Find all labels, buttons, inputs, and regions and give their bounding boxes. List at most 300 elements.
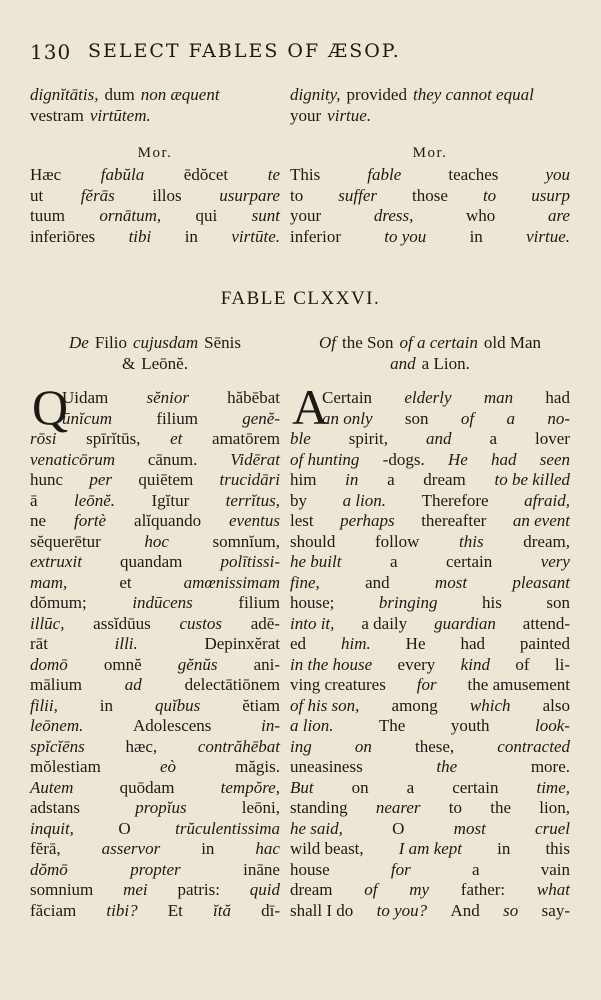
word: quōdam (119, 777, 175, 797)
italic-word: guardian (434, 613, 496, 633)
italic-word: et (170, 429, 183, 448)
italic-word: I am kept (398, 839, 463, 858)
italic-word: propter (130, 859, 181, 879)
italic-word: But (290, 777, 314, 797)
italic-word: rōsi (30, 429, 57, 448)
word: Filio (94, 333, 127, 352)
word: follow (375, 531, 420, 551)
word: qui (195, 206, 218, 225)
text-line (290, 206, 570, 227)
italic-word: contracted (497, 736, 570, 756)
text-line (290, 573, 570, 594)
word: ēdŏcet (183, 165, 229, 184)
word: The (378, 716, 406, 735)
word: a (471, 859, 480, 879)
word: teaches (448, 165, 499, 184)
running-title: SELECT FABLES OF ÆSOP. (88, 40, 401, 62)
italic-word: De (69, 333, 89, 352)
word: fĕrā, (30, 839, 61, 858)
italic-word: man (483, 388, 514, 407)
text-line (290, 757, 570, 778)
english-drop-cap: A (292, 379, 329, 435)
italic-word: polītissi- (220, 552, 280, 571)
italic-word: virtūte. (231, 226, 280, 246)
word: and (365, 572, 390, 592)
text-line (30, 206, 280, 227)
word: vestram (30, 105, 84, 125)
italic-word: of his son, (290, 695, 360, 715)
word: his (481, 593, 502, 612)
text-line (30, 593, 280, 614)
italic-word: venaticōrum (30, 449, 115, 469)
word: somnĭum, (212, 531, 280, 551)
text-line (290, 532, 570, 553)
word: delectātiōnem (184, 675, 280, 694)
text-line (290, 696, 570, 717)
italic-word: a lion. (290, 716, 334, 735)
text-line (290, 614, 570, 635)
word: this (545, 839, 570, 858)
italic-word: eventus (229, 511, 280, 530)
text-line (30, 470, 280, 491)
text-line (290, 388, 570, 409)
word: illos (152, 185, 182, 205)
italic-word: my (409, 880, 430, 899)
english-fable-subtitle (290, 332, 570, 373)
italic-word: time, (536, 777, 570, 797)
word: He (405, 634, 426, 653)
word: inferior (290, 226, 341, 246)
word: painted (519, 634, 570, 653)
italic-word: in- (261, 716, 280, 735)
word: Certain (322, 388, 373, 407)
word: tuum (30, 206, 65, 225)
italic-word: very (540, 552, 570, 571)
text-line (290, 552, 570, 573)
word: also (542, 695, 570, 715)
text-line (30, 532, 280, 553)
word: house; (290, 593, 335, 612)
italic-word: fable (367, 165, 402, 184)
italic-word: custos (179, 613, 222, 633)
italic-word: eò (159, 757, 176, 776)
italic-word: Of (318, 333, 336, 352)
latin-fable-subtitle (30, 332, 280, 373)
text-line (30, 757, 280, 778)
word: dum (104, 85, 135, 104)
italic-word: cruel (535, 818, 570, 838)
word: lover (535, 429, 570, 448)
italic-word: fine, (290, 572, 320, 592)
word: Hæc (30, 165, 62, 184)
italic-word: to you (384, 226, 427, 246)
text-line (290, 819, 570, 840)
italic-word: amœnissimam (183, 572, 280, 592)
text-line (290, 901, 570, 922)
english-fable-body (290, 388, 570, 921)
italic-word: kind (460, 654, 490, 674)
word: Leōnĕ. (141, 353, 188, 373)
text-line (30, 778, 280, 799)
word: ani- (253, 654, 280, 674)
latin-moral-heading: Mor. (137, 145, 173, 161)
italic-word: illi. (114, 634, 138, 653)
word: old Man (483, 333, 541, 352)
italic-word: into it, (290, 613, 335, 633)
italic-word: which (469, 695, 511, 715)
text-line (290, 634, 570, 655)
word: alĭquando (134, 511, 202, 530)
word: vain (540, 859, 570, 879)
word: ed (290, 634, 307, 653)
italic-word: they cannot equal (412, 85, 534, 104)
italic-word: domō (30, 654, 68, 674)
word: a (389, 552, 398, 571)
text-line (290, 332, 570, 353)
text-line (290, 839, 570, 860)
italic-word: sĕnior (146, 388, 189, 407)
italic-word: fĕrās (80, 185, 115, 205)
italic-word: fabŭla (100, 165, 145, 184)
text-line (30, 860, 280, 881)
text-line (290, 491, 570, 512)
italic-word: virtūtem. (89, 105, 151, 125)
italic-word: terrĭtus, (225, 490, 280, 510)
italic-word: inquit, (30, 818, 74, 838)
text-line (30, 353, 280, 374)
word: certain (445, 552, 493, 571)
word: should (290, 531, 336, 551)
text-line (290, 186, 570, 207)
word: in (184, 226, 198, 246)
italic-word: elderly (404, 388, 452, 407)
word: in (201, 839, 215, 858)
text-line (290, 798, 570, 819)
italic-word: contrăhēbat (197, 736, 280, 756)
text-line (290, 737, 570, 758)
word: omnĕ (103, 654, 142, 674)
word: among (391, 695, 438, 715)
text-line (30, 614, 280, 635)
italic-word: for (416, 675, 437, 694)
word: Et (167, 900, 183, 920)
word: those (412, 185, 448, 205)
word: by (290, 490, 307, 510)
italic-word: virtue. (327, 105, 372, 125)
text-line (290, 880, 570, 901)
word: a (489, 429, 498, 448)
word: shall I do (290, 900, 354, 920)
word: ut (30, 185, 44, 205)
italic-word: virtue. (526, 226, 570, 246)
italic-word: to be killed (494, 470, 570, 489)
italic-word: you (545, 165, 570, 184)
italic-word: an only (322, 408, 373, 428)
word: This (290, 165, 321, 184)
italic-word: trŭculentissima (175, 818, 280, 838)
italic-word: nearer (375, 798, 421, 817)
italic-word: hoc (144, 531, 169, 551)
text-line (30, 839, 280, 860)
word: thereafter (421, 511, 487, 530)
italic-word: dress, (373, 206, 414, 225)
italic-word: he built (290, 552, 342, 571)
italic-word: this (459, 531, 484, 551)
word: filium (156, 408, 198, 428)
word: every (397, 654, 436, 674)
word: somnium (30, 880, 94, 899)
text-line (290, 778, 570, 799)
word: attend- (522, 613, 570, 633)
text-line (30, 186, 280, 207)
word: to (448, 798, 463, 817)
word: who (466, 206, 496, 225)
word: ving creatures (290, 675, 386, 694)
text-line (30, 880, 280, 901)
italic-word: a lion. (342, 490, 387, 510)
word: Therefore (421, 490, 489, 510)
text-line (30, 450, 280, 471)
word: a Lion. (421, 353, 470, 373)
italic-word: non æquent (140, 85, 220, 104)
text-line (290, 470, 570, 491)
italic-word: gĕnŭs (177, 654, 218, 674)
text-line (30, 332, 280, 353)
word: father: (460, 880, 506, 899)
text-line (290, 860, 570, 881)
word: had (545, 388, 570, 407)
word: quandam (120, 552, 183, 571)
word: dream (290, 880, 333, 899)
text-line (290, 409, 570, 430)
italic-word: of (460, 408, 475, 428)
word: a (387, 470, 395, 489)
word: O (392, 818, 405, 838)
italic-word: look- (535, 716, 570, 735)
italic-word: dignity, (290, 85, 341, 104)
word: -dogs. (382, 449, 425, 469)
text-line (30, 85, 280, 106)
italic-word: so (503, 900, 519, 920)
word: ināne (243, 859, 280, 879)
word: adstans (30, 798, 81, 817)
italic-word: ornātum, (99, 206, 162, 225)
text-line (30, 696, 280, 717)
text-line (290, 450, 570, 471)
italic-word: afraid, (524, 490, 570, 510)
italic-word: suffer (338, 185, 377, 205)
english-moral-heading: Mor. (412, 145, 448, 161)
word: house (290, 859, 330, 879)
fable-title: FABLE CLXXVI. (220, 288, 381, 309)
word: on (351, 777, 369, 797)
italic-word: and (390, 353, 416, 373)
latin-drop-cap: Q (32, 379, 69, 435)
italic-word: a (506, 408, 515, 428)
english-moral-text (290, 165, 570, 247)
italic-word: of hunting (290, 449, 360, 469)
word: dŏmum; (30, 593, 87, 612)
word: the amusement (467, 675, 570, 694)
word: O (118, 818, 131, 838)
word: to (290, 185, 304, 205)
page-number: 130 (30, 40, 72, 64)
text-line (30, 655, 280, 676)
word: And (450, 900, 480, 920)
italic-word: what (536, 880, 570, 899)
word: Depinxĕrat (204, 634, 280, 653)
word: & (122, 353, 136, 373)
italic-word: are (547, 206, 570, 225)
text-line (290, 593, 570, 614)
italic-word: usurp (531, 185, 570, 205)
word: in (99, 695, 114, 715)
italic-word: ble (290, 429, 311, 448)
word: him (290, 470, 317, 489)
text-line (290, 429, 570, 450)
latin-top-text (30, 85, 280, 126)
text-line (30, 716, 280, 737)
italic-word: trucidāri (219, 470, 280, 489)
italic-word: filii, (30, 695, 58, 715)
italic-word: ad (124, 675, 142, 694)
text-line (30, 737, 280, 758)
text-line (290, 227, 570, 248)
italic-word: ĭtă (213, 900, 231, 920)
word: li- (554, 654, 570, 674)
word: a daily (361, 613, 408, 633)
word: spirit, (348, 429, 388, 448)
italic-word: dignĭtātis, (30, 85, 99, 104)
word: Uidam (62, 388, 109, 407)
text-line (30, 573, 280, 594)
word: măgis. (235, 757, 280, 776)
text-line (290, 353, 570, 374)
italic-word: extruxit (30, 552, 82, 571)
word: your (290, 105, 322, 125)
italic-word: cujusdam (132, 333, 199, 352)
word: the Son (341, 333, 394, 352)
italic-word: sunt (251, 206, 280, 225)
italic-word: tibi (128, 226, 152, 246)
word: of (515, 654, 530, 674)
italic-word: genĕ- (242, 408, 280, 428)
word: lion, (539, 798, 570, 817)
word: et (119, 572, 132, 592)
italic-word: to (482, 185, 497, 205)
word: assĭdūus (93, 613, 151, 633)
text-line (30, 409, 280, 430)
word: cānum. (147, 449, 198, 469)
text-line (30, 675, 280, 696)
italic-word: quĭbus (154, 695, 201, 715)
italic-word: perhaps (340, 511, 395, 530)
italic-word: Vidērat (230, 449, 280, 469)
italic-word: illūc, (30, 613, 65, 633)
word: dī- (261, 900, 280, 920)
word: provided (346, 85, 407, 104)
text-line (290, 511, 570, 532)
italic-word: the (436, 757, 458, 776)
italic-word: him. (340, 634, 371, 653)
word: rāt (30, 634, 48, 653)
italic-word: most (434, 572, 468, 592)
italic-word: no- (547, 408, 570, 428)
italic-word: mam, (30, 572, 68, 592)
word: son (546, 593, 570, 612)
italic-word: bringing (378, 593, 438, 612)
word: făciam (30, 900, 77, 920)
italic-word: asservor (101, 839, 161, 858)
italic-word: He (447, 449, 468, 469)
italic-word: of a certain (399, 333, 478, 352)
word: ne (30, 511, 47, 530)
text-line (290, 716, 570, 737)
italic-word: of (364, 880, 378, 899)
word: dream (423, 470, 466, 489)
word: mālium (30, 675, 82, 694)
italic-word: pleasant (512, 572, 570, 592)
text-line (290, 85, 570, 106)
word: youth (450, 716, 490, 735)
word: dream, (523, 531, 570, 551)
word: in (469, 226, 483, 246)
word: patris: (177, 880, 220, 899)
text-line (30, 634, 280, 655)
latin-moral-text (30, 165, 280, 247)
word: uneasiness (290, 757, 363, 776)
italic-word: per (89, 470, 113, 489)
italic-word: indūcens (132, 593, 193, 612)
text-line (30, 106, 280, 127)
word: mŏlestiam (30, 757, 101, 776)
word: inferiōres (30, 226, 96, 246)
italic-word: for (390, 859, 411, 879)
word: the (490, 798, 512, 817)
italic-word: fortè (73, 511, 107, 530)
word: quiētem (138, 470, 194, 489)
word: filium (238, 593, 280, 612)
text-line (30, 901, 280, 922)
italic-word: leōnĕ. (73, 490, 116, 510)
latin-fable-body (30, 388, 280, 921)
word: your (290, 206, 322, 225)
italic-word: spĭcĭēns (30, 736, 85, 756)
text-line (290, 675, 570, 696)
text-line (30, 165, 280, 186)
italic-word: tempŏre, (220, 777, 280, 797)
word: these, (414, 736, 455, 756)
italic-word: ing (290, 736, 312, 756)
italic-word: in the house (290, 654, 373, 674)
italic-word: in (345, 470, 359, 489)
italic-word: had (491, 449, 517, 469)
italic-word: dŏmō (30, 859, 68, 879)
text-line (290, 165, 570, 186)
word: Sēnis (204, 333, 241, 352)
word: had (460, 634, 485, 653)
text-line (30, 819, 280, 840)
text-line (290, 106, 570, 127)
word: sĕquerētur (30, 531, 101, 551)
word: son (404, 408, 429, 428)
word: say- (541, 900, 570, 920)
italic-word: and (425, 429, 452, 448)
italic-word: an event (512, 511, 570, 530)
word: lest (290, 511, 314, 530)
word: certain (452, 777, 499, 797)
word: ā (30, 490, 38, 510)
